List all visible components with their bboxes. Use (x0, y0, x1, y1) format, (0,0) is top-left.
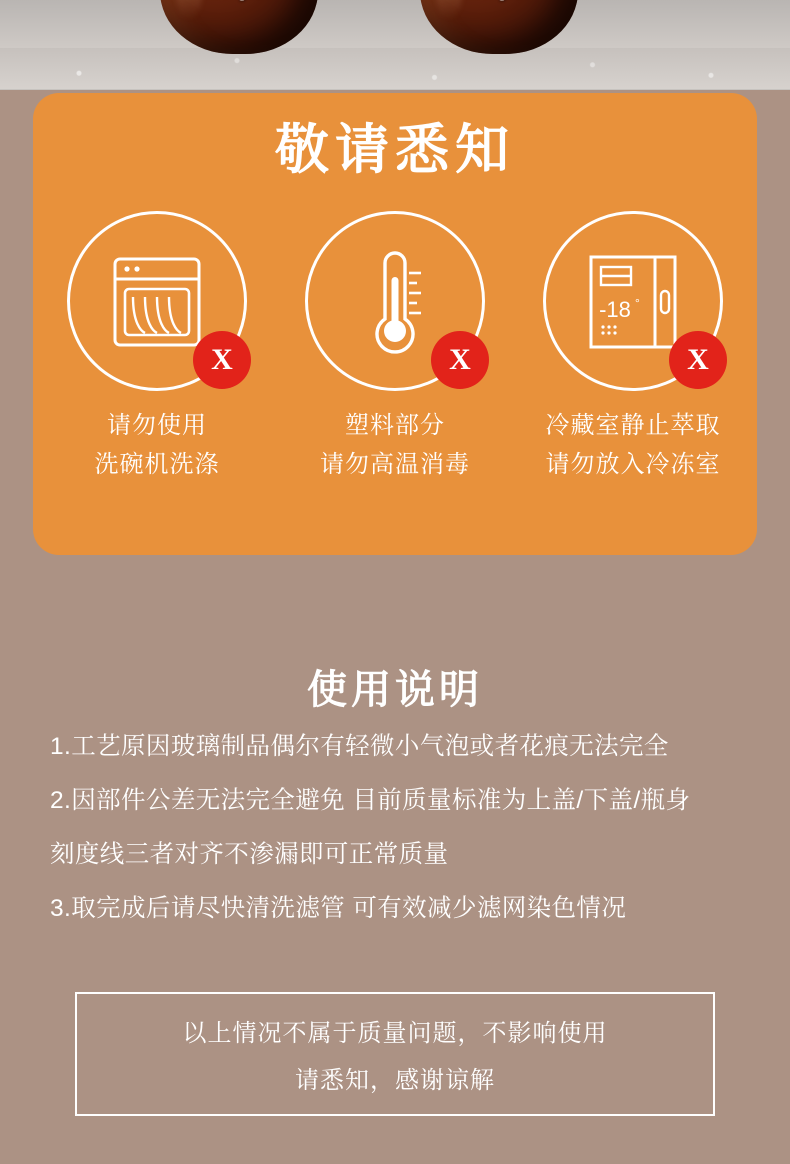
notice-item-temperature (299, 211, 491, 485)
prohibited-badge: X (193, 331, 251, 389)
product-photo-strip (0, 0, 790, 90)
icon-circle-wrap (67, 211, 247, 391)
caption-line-1: 请勿使用 (107, 412, 207, 440)
bottle-brand-label (420, 0, 578, 2)
notice-item-caption (61, 407, 253, 485)
instruction-line: 2.因部件公差无法完全避免 目前质量标准为上盖/下盖/瓶身 (50, 787, 691, 815)
freezer-temp-text: -18 (599, 297, 631, 323)
caption-line-2: 请勿放入冷冻室 (545, 451, 721, 479)
notice-icon-row (33, 211, 757, 485)
caption-line-1: 冷藏室静止萃取 (545, 412, 721, 440)
instruction-line: 刻度线三者对齐不渗漏即可正常质量 (50, 841, 449, 869)
prohibited-badge: X (669, 331, 727, 389)
notice-item-caption (299, 407, 491, 485)
prohibited-badge: X (431, 331, 489, 389)
caption-line-2: 请勿高温消毒 (320, 451, 470, 479)
icon-circle-wrap (543, 211, 723, 391)
bottle-highlight (176, 0, 202, 20)
notice-title: 敬请悉知 (275, 120, 515, 180)
instruction-line: 3.取完成后请尽快清洗滤管 可有效减少滤网染色情况 (50, 895, 627, 923)
instructions-title: 使用说明 (307, 668, 483, 713)
notice-item-caption (537, 407, 729, 485)
counter-surface (0, 48, 790, 90)
notice-item-freezer (537, 211, 729, 485)
notice-item-dishwasher (61, 211, 253, 485)
svg-text:°: ° (635, 296, 640, 311)
product-bottle-right (420, 0, 578, 54)
disclaimer-line-1: 以上情况不属于质量问题，不影响使用 (182, 1020, 608, 1047)
icon-circle-wrap (305, 211, 485, 391)
instructions-list (50, 726, 750, 943)
bottle-highlight (436, 0, 462, 20)
instruction-line: 1.工艺原因玻璃制品偶尔有轻微小气泡或者花痕无法完全 (50, 733, 669, 760)
notice-card (33, 93, 757, 555)
caption-line-2: 洗碗机洗涤 (94, 451, 220, 479)
bottle-brand-label (160, 0, 318, 2)
product-bottle-left (160, 0, 318, 54)
disclaimer-line-2: 请悉知，感谢谅解 (295, 1067, 495, 1094)
disclaimer-box (75, 992, 715, 1116)
caption-line-1: 塑料部分 (345, 412, 445, 440)
